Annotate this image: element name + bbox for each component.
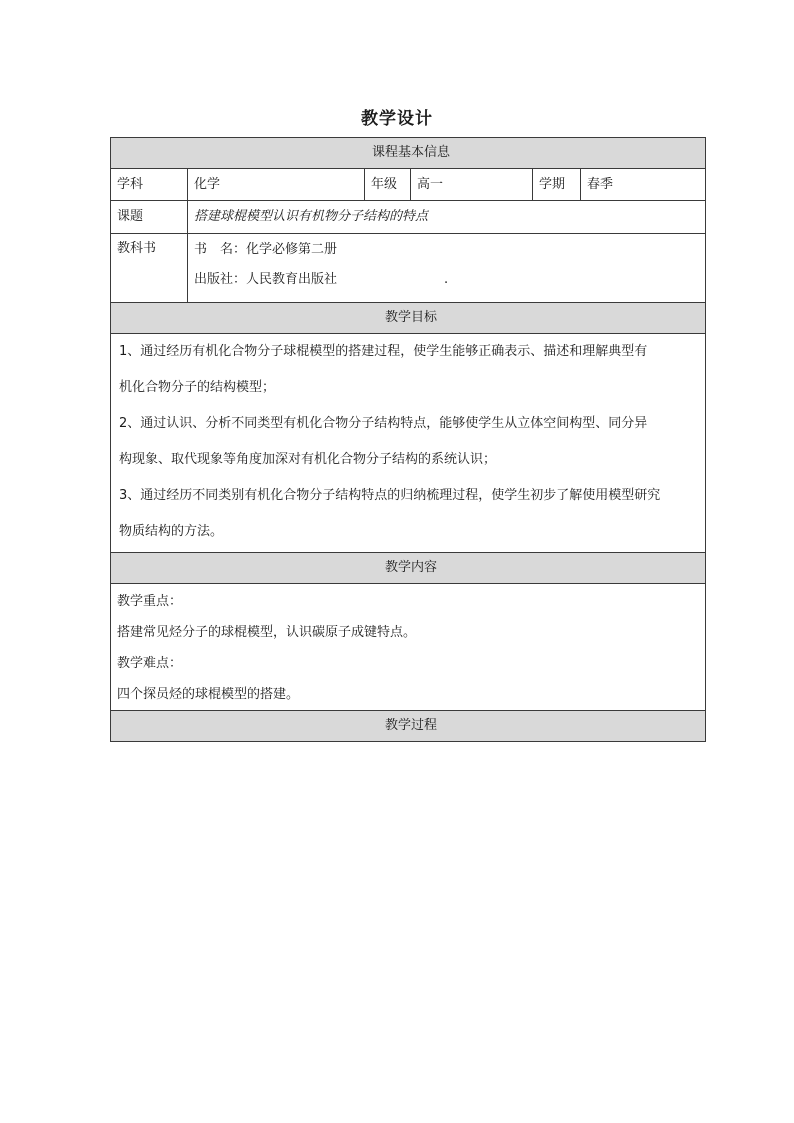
difficulty-label: 教学难点： [117, 656, 183, 671]
term-value: 春季 [581, 169, 706, 201]
objective-line: 物质结构的方法。 [119, 524, 224, 539]
term-label: 学期 [533, 169, 581, 201]
topic-value: 搭建球棍模型认识有机物分子结构的特点 [188, 201, 706, 234]
grade-value: 高一 [411, 169, 533, 201]
content-body [111, 584, 706, 711]
lesson-plan-table [110, 137, 706, 742]
key-point-label: 教学重点： [117, 594, 183, 609]
textbook-label: 教科书 [111, 234, 188, 303]
publisher-line [194, 270, 705, 300]
content-row [111, 584, 706, 711]
objective-line: 1、通过经历有机化合物分子球棍模型的搭建过程，使学生能够正确表示、描述和理解典型有 [119, 344, 648, 359]
basic-info-header: 课程基本信息 [111, 138, 706, 169]
subject-label: 学科 [111, 169, 188, 201]
grade-label: 年级 [365, 169, 411, 201]
objectives-header: 教学目标 [111, 303, 706, 334]
content-header-row [111, 553, 706, 584]
process-header: 教学过程 [111, 711, 706, 742]
topic-label: 课题 [111, 201, 188, 234]
document-title: 教学设计 [361, 109, 433, 129]
textbook-details [188, 234, 706, 303]
objective-line: 机化合物分子的结构模型； [119, 380, 276, 395]
basic-info-header-row [111, 138, 706, 169]
difficulty-text: 四个探员烃的球棍模型的搭建。 [117, 687, 300, 702]
objective-line: 2、通过认识、分析不同类型有机化合物分子结构特点，能够使学生从立体空间构型、同分异 [119, 416, 648, 431]
objective-line: 构现象、取代现象等角度加深对有机化合物分子结构的系统认识； [119, 452, 497, 467]
objectives-body [111, 334, 706, 553]
book-name-line: 书 名：化学必修第二册 [194, 242, 338, 257]
objectives-header-row [111, 303, 706, 334]
process-header-row [111, 711, 706, 742]
topic-row [111, 201, 706, 234]
objectives-row [111, 334, 706, 553]
basic-info-row [111, 169, 706, 201]
publisher-trailing-mark: . [444, 272, 449, 287]
key-point-text: 搭建常见烃分子的球棍模型，认识碳原子成键特点。 [117, 625, 417, 640]
content-header: 教学内容 [111, 553, 706, 584]
textbook-row [111, 234, 706, 303]
publisher-text: 出版社：人民教育出版社 [194, 272, 338, 287]
objective-line: 3、通过经历不同类别有机化合物分子结构特点的归纳梳理过程，使学生初步了解使用模型研究 [119, 488, 661, 503]
subject-value: 化学 [188, 169, 365, 201]
